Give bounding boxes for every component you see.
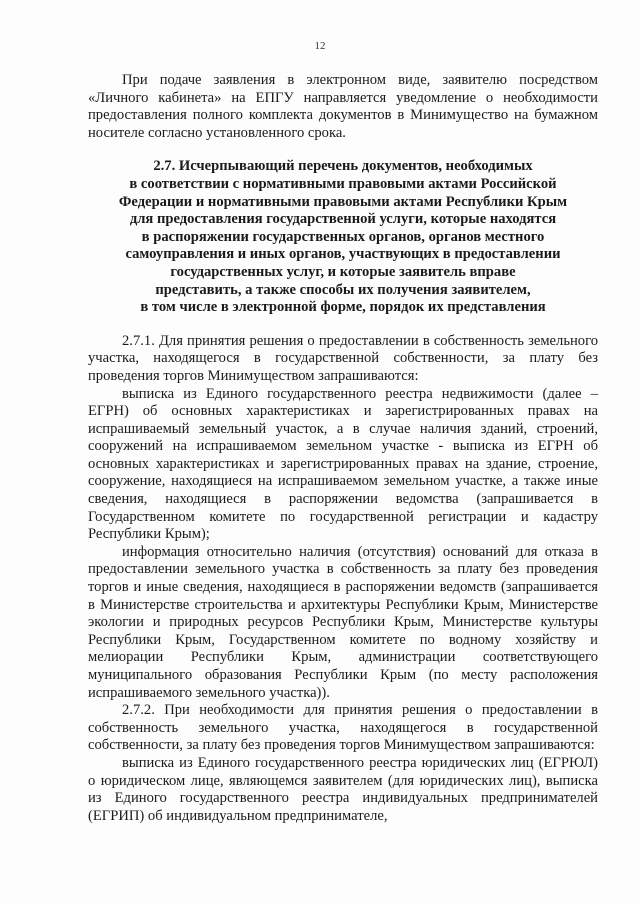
heading-line: в распоряжении государственных органов, органов местного: [141, 228, 545, 245]
paragraph-2-7-1: 2.7.1. Для принятия решения о предоставлении в собственность земельного участка, находящегося в государственной собственности, за плату без проведения торгов Минимуществом запрашиваются:: [88, 332, 598, 384]
document-body: [88, 72, 598, 825]
heading-line: для предоставления государственной услуги, которые находятся: [129, 211, 557, 228]
page-number: 12: [314, 40, 326, 52]
section-heading: [88, 158, 598, 316]
heading-line: самоуправления и иных органов, участвующих в предоставлении: [125, 246, 561, 263]
paragraph-refusal-grounds: информация относительно наличия (отсутствия) оснований для отказа в предоставлении земельного участка в собственность за плату без проведения торгов и иные сведения, находящиеся в распоряжении ведомств (запрашивается в Министерстве строительства и архитектуры Республики Крым, Министерстве экологии и природных ресурсов Республики Крым, Министерстве культуры Республики Крым, Государственном комитете по водному хозяйству и мелиорации Республики Крым, администрации соответствующего муниципального образования Республики Крым (по месту расположения испрашиваемого земельного участка)).: [88, 543, 598, 701]
intro-paragraph: При подаче заявления в электронном виде, заявителю посредством «Личного кабинета» на ЕПГУ направляется уведомление о необходимости предоставления полного комплекта документов в Минимущество на бумажном носителе согласно установленного срока.: [88, 72, 598, 141]
paragraph-2-7-2: 2.7.2. При необходимости для принятия решения о предоставлении в собственность земельного участка, находящегося в государственной собственности, за плату без проведения торгов Минимуществом запрашиваются:: [88, 702, 598, 754]
heading-line: государственных услуг, и которые заявитель вправе: [170, 263, 516, 280]
heading-line: представить, а также способы их получения заявителем,: [155, 281, 531, 298]
heading-line: в соответствии с нормативными правовыми актами Российской: [129, 175, 557, 192]
heading-line: в том числе в электронной форме, порядок их представления: [140, 299, 546, 316]
heading-line: 2.7. Исчерпывающий перечень документов, необходимых: [153, 158, 533, 175]
heading-line: Федерации и нормативными правовыми актами Республики Крым: [118, 193, 568, 210]
paragraph-egrn-extract: выписка из Единого государственного реестра недвижимости (далее – ЕГРН) об основных характеристиках и зарегистрированных правах на испрашиваемый земельный участок, а в случае наличия зданий, строений, сооружений на испрашиваемом земельном участке - выписка из ЕГРН об основных характеристиках и зарегистрированных правах на здание, строение, сооружение, находящиеся на испрашиваемом земельном участке, а также иные сведения, находящиеся в распоряжении ведомства (запрашивается в Государственном комитете по государственной регистрации и кадастру Республики Крым);: [88, 385, 598, 543]
paragraph-egrul-extract: выписка из Единого государственного реестра юридических лиц (ЕГРЮЛ) о юридическом лице, являющемся заявителем (для юридических лиц), выписка из Единого государственного реестра индивидуальных предпринимателей (ЕГРИП) об индивидуальном предпринимателе,: [88, 754, 598, 824]
